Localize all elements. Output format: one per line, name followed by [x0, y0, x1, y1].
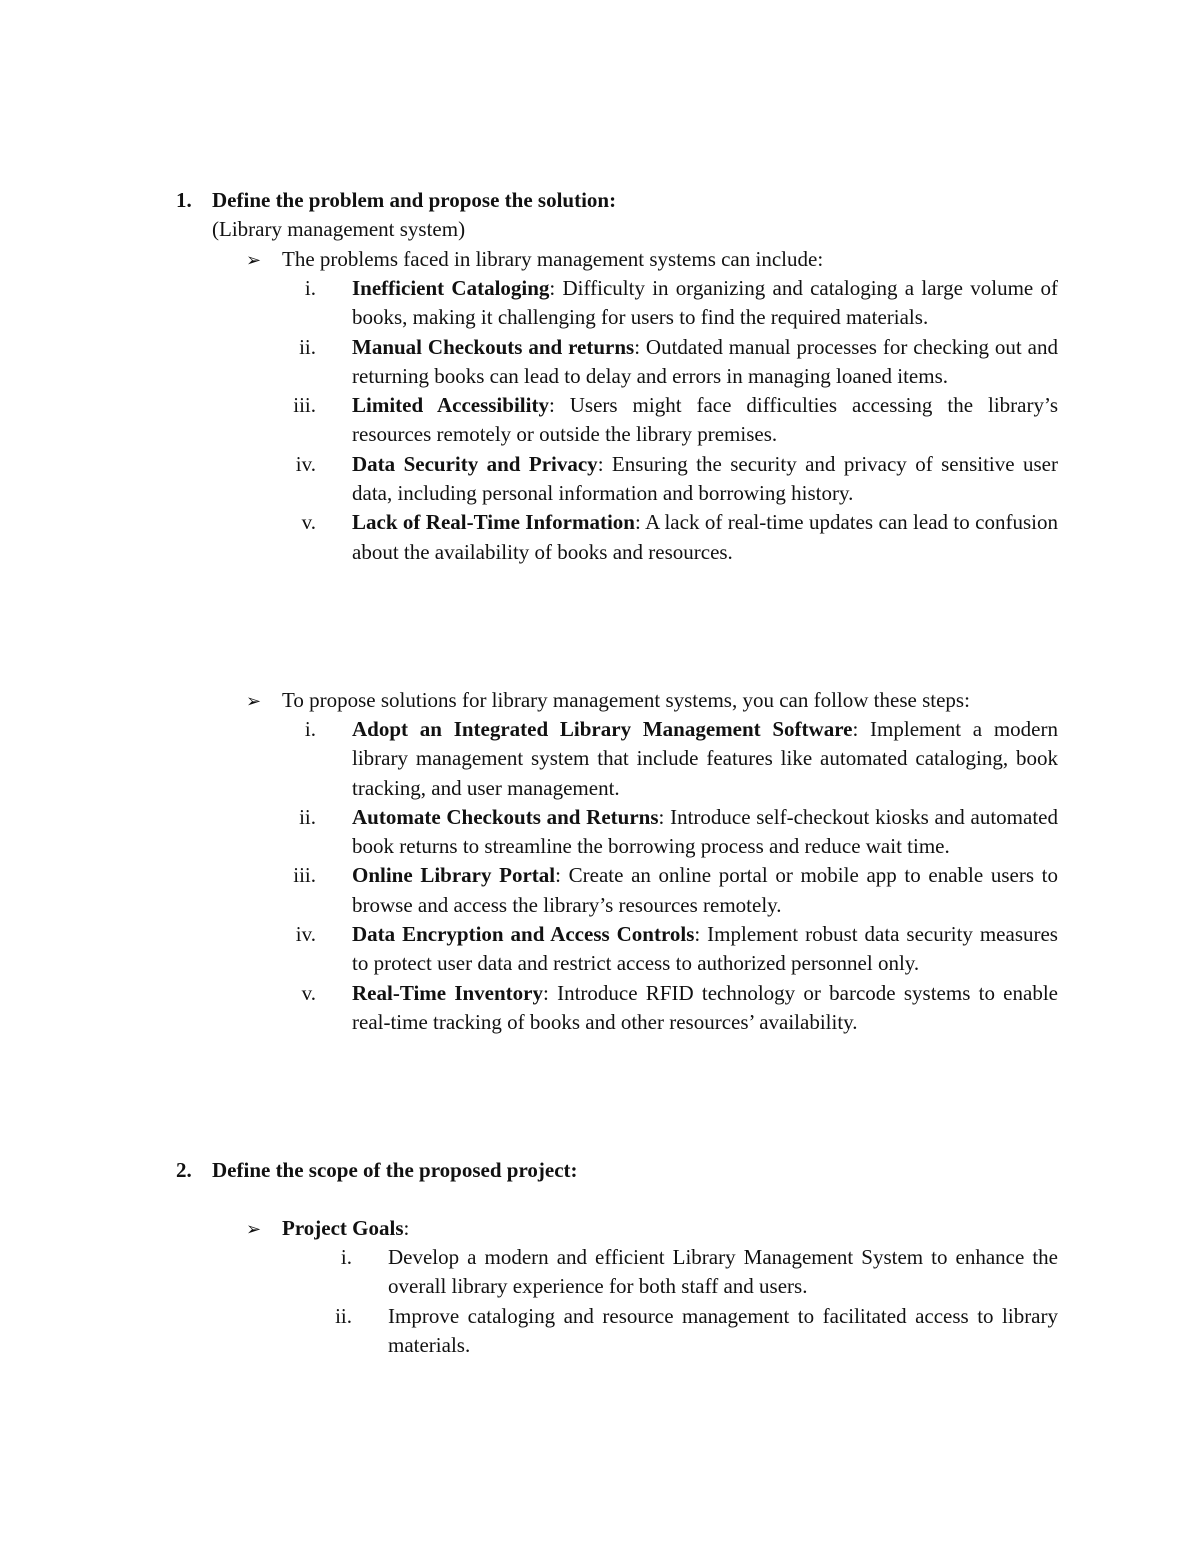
item-description: : Outdated manual processes for checking out and returning books can lead to delay and errors in managing loaned items. [352, 334, 1058, 388]
section-1-subtitle: (Library management system) [212, 217, 466, 241]
item-numeral: v. [301, 980, 316, 1005]
item-term: Lack of Real-Time Information [352, 510, 635, 535]
item-text [352, 391, 1058, 450]
item-term: Data Security and Privacy [352, 451, 598, 476]
item-term: Manual Checkouts and returns [352, 334, 635, 359]
list-item [282, 861, 1058, 920]
item-numeral: iii. [293, 863, 316, 888]
item-description: : A lack of real-time updates can lead to confusion about the availability of books and resources. [352, 510, 1058, 564]
section-2-number: 2. [176, 1158, 192, 1182]
item-term: Automate Checkouts and Returns [352, 804, 659, 829]
list-item [282, 333, 1058, 392]
item-numeral: i. [340, 1245, 352, 1269]
list-item [282, 391, 1058, 450]
list-item [282, 979, 1058, 1038]
list-item [318, 1243, 1058, 1302]
arrowhead-bullet-icon: ➢ [246, 691, 262, 711]
section-1-heading [176, 186, 1056, 215]
project-goals-colon: : [403, 1216, 410, 1240]
item-numeral: ii. [335, 1303, 352, 1328]
project-goals-label: Project Goals [282, 1216, 404, 1240]
item-term: Real-Time Inventory [352, 980, 543, 1005]
item-numeral: ii. [299, 334, 316, 359]
item-text [352, 274, 1058, 333]
project-goals-bullet [246, 1214, 1058, 1244]
section-1-number: 1. [176, 188, 192, 212]
item-term: Online Library Portal [352, 863, 556, 888]
item-text [352, 979, 1058, 1038]
arrowhead-bullet-icon: ➢ [246, 1219, 262, 1239]
item-numeral: i. [304, 276, 316, 300]
list-item [282, 803, 1058, 862]
item-term: Limited Accessibility [352, 393, 549, 418]
item-term: Inefficient Cataloging [352, 276, 550, 300]
item-description: : Implement a modern library management system that include features like automated cataloging, book tracking, and user management. [352, 717, 1058, 800]
list-item [282, 274, 1058, 333]
item-numeral: iv. [295, 922, 316, 947]
list-item [282, 508, 1058, 567]
list-item [282, 920, 1058, 979]
item-description: : Ensuring the security and privacy of sensitive user data, including personal information and borrowing history. [352, 451, 1058, 506]
problems-list [282, 274, 1058, 567]
solutions-bullet [246, 686, 1058, 716]
goals-list [318, 1243, 1058, 1360]
solutions-intro: To propose solutions for library management systems, you can follow these steps: [282, 688, 970, 712]
item-text: Develop a modern and efficient Library Management System to enhance the overall library experience for both staff and users. [388, 1245, 1058, 1299]
item-numeral: v. [301, 510, 316, 535]
problems-intro: The problems faced in library management systems can include: [282, 247, 824, 271]
list-item [282, 450, 1058, 509]
item-description: : Introduce RFID technology or barcode systems to enable real-time tracking of books and other resources’ availability. [352, 980, 1058, 1034]
item-text [352, 920, 1058, 979]
item-description: : Implement robust data security measures to protect user data and restrict access to authorized personnel only. [352, 922, 1058, 976]
item-text [352, 450, 1058, 509]
item-text [352, 508, 1058, 567]
item-numeral: iii. [293, 393, 316, 418]
arrowhead-bullet-icon: ➢ [246, 250, 262, 270]
section-2-title: Define the scope of the proposed project: [212, 1158, 578, 1182]
project-goals-heading [282, 1214, 1058, 1243]
list-item [282, 715, 1058, 803]
item-numeral: iv. [295, 451, 316, 476]
item-text: Improve cataloging and resource management to facilitated access to library materials. [388, 1303, 1058, 1357]
item-text [352, 333, 1058, 392]
solutions-list [282, 715, 1058, 1037]
item-description: : Create an online portal or mobile app to enable users to browse and access the library’s resources remotely. [352, 863, 1059, 917]
item-numeral: i. [304, 717, 316, 741]
list-item [318, 1302, 1058, 1361]
item-text [352, 861, 1058, 920]
section-1-title: Define the problem and propose the solution: [212, 188, 617, 212]
problems-bullet [246, 245, 1058, 275]
item-description: : Difficulty in organizing and cataloging a large volume of books, making it challenging for users to find the required materials. [352, 276, 1058, 330]
item-numeral: ii. [299, 804, 316, 829]
item-text [352, 803, 1058, 862]
item-term: Adopt an Integrated Library Management Software [352, 717, 853, 741]
item-text [352, 715, 1058, 803]
item-description: : Introduce self-checkout kiosks and automated book returns to streamline the borrowing process and reduce wait time. [352, 804, 1058, 859]
item-term: Data Encryption and Access Controls [352, 922, 695, 947]
section-2-heading [176, 1156, 1056, 1185]
item-description: : Users might face difficulties accessing the library’s resources remotely or outside the library premises. [352, 393, 1058, 447]
